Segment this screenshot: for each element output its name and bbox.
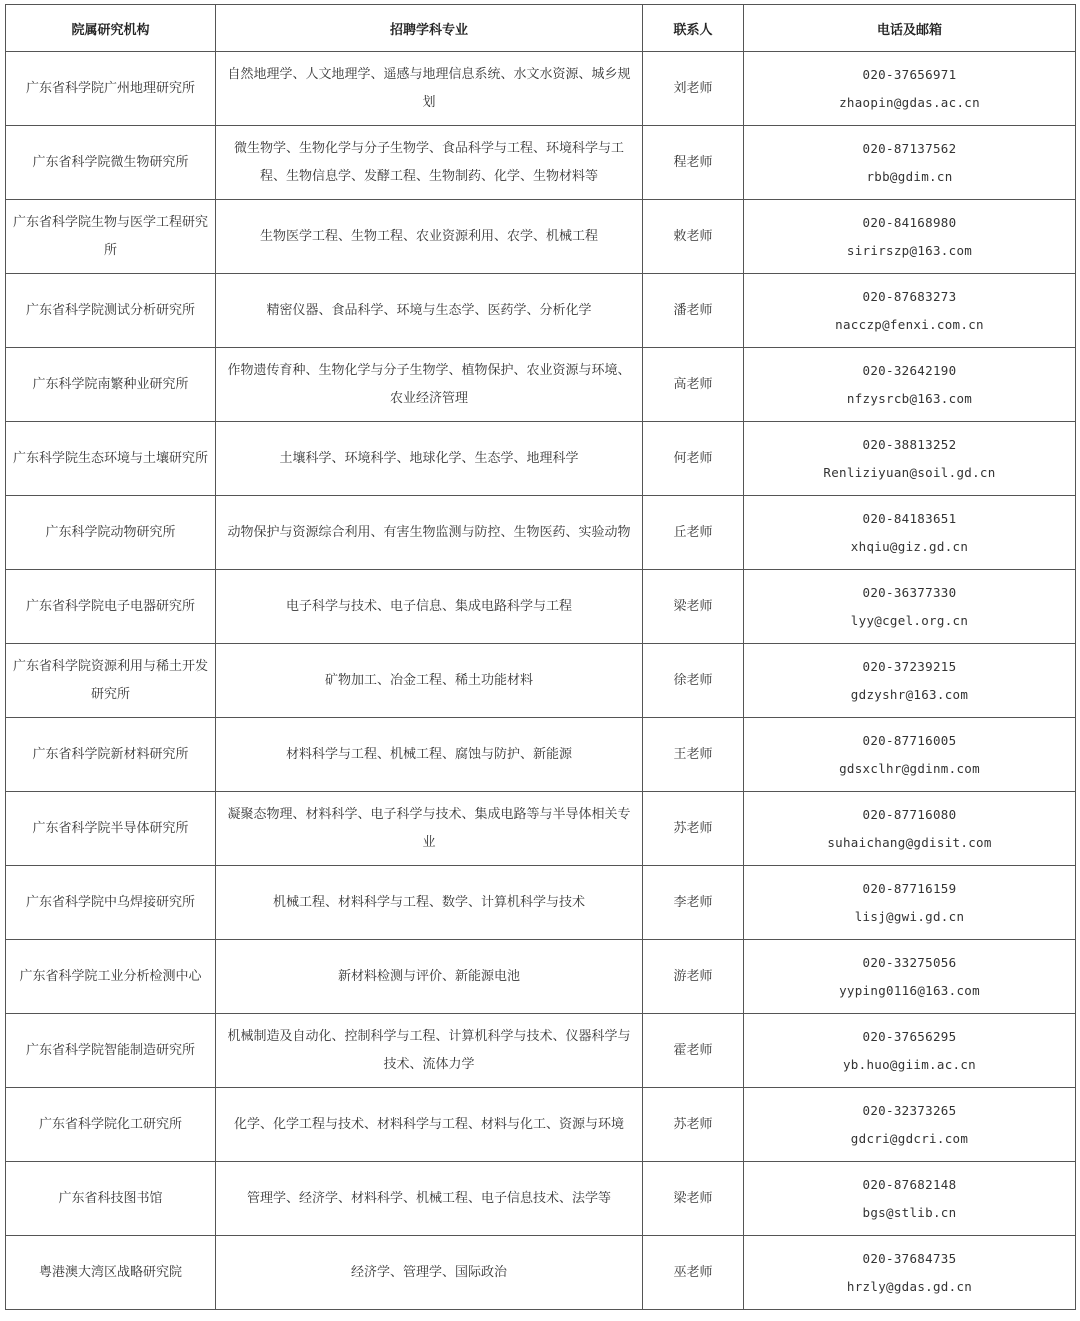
table-row (6, 1162, 1076, 1236)
contact-cell: 梁老师 (643, 570, 744, 644)
phone-email-cell (744, 1162, 1076, 1236)
table-row (6, 644, 1076, 718)
email-address[interactable]: hrzly@gdas.gd.cn (846, 1278, 973, 1294)
disciplines-cell: 机械工程、材料科学与工程、数学、计算机科学与技术 (216, 866, 643, 940)
phone-number: 020-87716005 (862, 732, 957, 748)
email-address[interactable]: nacczp@fenxi.com.cn (835, 316, 984, 332)
table-row (6, 1088, 1076, 1162)
institution-cell: 广东省科学院化工研究所 (6, 1088, 216, 1162)
contact-cell: 李老师 (643, 866, 744, 940)
email-address[interactable]: gdzyshr@163.com (850, 686, 969, 702)
table-row (6, 866, 1076, 940)
institution-cell: 粤港澳大湾区战略研究院 (6, 1236, 216, 1310)
email-address[interactable]: gdsxclhr@gdinm.com (839, 760, 980, 776)
table-row (6, 126, 1076, 200)
institution-cell: 广东省科学院工业分析检测中心 (6, 940, 216, 1014)
institution-cell: 广东省科学院半导体研究所 (6, 792, 216, 866)
phone-email-cell (744, 866, 1076, 940)
phone-number: 020-32373265 (862, 1102, 957, 1118)
email-address[interactable]: gdcri@gdcri.com (850, 1130, 969, 1146)
phone-number: 020-87683273 (862, 288, 957, 304)
table-row (6, 52, 1076, 126)
email-address[interactable]: Renliziyuan@soil.gd.cn (823, 464, 996, 480)
contact-cell: 巫老师 (643, 1236, 744, 1310)
institution-cell: 广东省科学院测试分析研究所 (6, 274, 216, 348)
phone-number: 020-37239215 (862, 658, 957, 674)
table-row (6, 1014, 1076, 1088)
phone-email-cell (744, 1236, 1076, 1310)
contact-cell: 王老师 (643, 718, 744, 792)
institution-cell: 广东省科学院生物与医学工程研究所 (6, 200, 216, 274)
contact-cell: 梁老师 (643, 1162, 744, 1236)
email-address[interactable]: rbb@gdim.cn (866, 168, 953, 184)
table-row (6, 496, 1076, 570)
contact-cell: 敕老师 (643, 200, 744, 274)
table-row (6, 348, 1076, 422)
disciplines-cell: 电子科学与技术、电子信息、集成电路科学与工程 (216, 570, 643, 644)
email-address[interactable]: lyy@cgel.org.cn (850, 612, 969, 628)
disciplines-cell: 微生物学、生物化学与分子生物学、食品科学与工程、环境科学与工程、生物信息学、发酵工程、生物制药、化学、生物材料等 (216, 126, 643, 200)
phone-number: 020-38813252 (862, 436, 957, 452)
phone-number: 020-87716159 (862, 880, 957, 896)
phone-number: 020-32642190 (862, 362, 957, 378)
phone-email-cell (744, 940, 1076, 1014)
email-address[interactable]: bgs@stlib.cn (862, 1204, 957, 1220)
table-row (6, 792, 1076, 866)
table-row (6, 274, 1076, 348)
email-address[interactable]: zhaopin@gdas.ac.cn (839, 94, 980, 110)
disciplines-cell: 化学、化学工程与技术、材料科学与工程、材料与化工、资源与环境 (216, 1088, 643, 1162)
contact-cell: 苏老师 (643, 792, 744, 866)
contact-cell: 潘老师 (643, 274, 744, 348)
phone-email-cell (744, 644, 1076, 718)
table-row (6, 718, 1076, 792)
institution-cell: 广东科学院动物研究所 (6, 496, 216, 570)
phone-number: 020-84168980 (862, 214, 957, 230)
institution-cell: 广东科学院南繁种业研究所 (6, 348, 216, 422)
phone-number: 020-87137562 (862, 140, 957, 156)
disciplines-cell: 精密仪器、食品科学、环境与生态学、医药学、分析化学 (216, 274, 643, 348)
phone-number: 020-37684735 (862, 1250, 957, 1266)
contact-cell: 丘老师 (643, 496, 744, 570)
contact-cell: 霍老师 (643, 1014, 744, 1088)
phone-number: 020-36377330 (862, 584, 957, 600)
institution-cell: 广东科学院生态环境与土壤研究所 (6, 422, 216, 496)
phone-email-cell (744, 496, 1076, 570)
email-address[interactable]: nfzysrcb@163.com (846, 390, 973, 406)
contact-cell: 刘老师 (643, 52, 744, 126)
contact-cell: 高老师 (643, 348, 744, 422)
institution-cell: 广东省科学院资源利用与稀土开发研究所 (6, 644, 216, 718)
header-row (6, 5, 1076, 52)
disciplines-cell: 经济学、管理学、国际政治 (216, 1236, 643, 1310)
disciplines-cell: 动物保护与资源综合利用、有害生物监测与防控、生物医药、实验动物 (216, 496, 643, 570)
institution-cell: 广东省科学院新材料研究所 (6, 718, 216, 792)
disciplines-cell: 材料科学与工程、机械工程、腐蚀与防护、新能源 (216, 718, 643, 792)
contact-cell: 游老师 (643, 940, 744, 1014)
contact-cell: 徐老师 (643, 644, 744, 718)
phone-number: 020-84183651 (862, 510, 957, 526)
disciplines-cell: 土壤科学、环境科学、地球化学、生态学、地理科学 (216, 422, 643, 496)
email-address[interactable]: yyping0116@163.com (839, 982, 980, 998)
email-address[interactable]: suhaichang@gdisit.com (827, 834, 992, 850)
phone-email-cell (744, 1088, 1076, 1162)
contact-cell: 何老师 (643, 422, 744, 496)
header-disciplines: 招聘学科专业 (216, 5, 643, 52)
email-address[interactable]: xhqiu@giz.gd.cn (850, 538, 969, 554)
email-address[interactable]: yb.huo@giim.ac.cn (842, 1056, 977, 1072)
disciplines-cell: 管理学、经济学、材料科学、机械工程、电子信息技术、法学等 (216, 1162, 643, 1236)
header-phone-email: 电话及邮箱 (744, 5, 1076, 52)
phone-email-cell (744, 274, 1076, 348)
phone-email-cell (744, 792, 1076, 866)
contact-cell: 程老师 (643, 126, 744, 200)
phone-number: 020-33275056 (862, 954, 957, 970)
email-address[interactable]: sirirszp@163.com (846, 242, 973, 258)
phone-email-cell (744, 126, 1076, 200)
table-row (6, 940, 1076, 1014)
phone-number: 020-37656971 (862, 66, 957, 82)
contact-cell: 苏老师 (643, 1088, 744, 1162)
institution-cell: 广东省科学院广州地理研究所 (6, 52, 216, 126)
header-contact: 联系人 (643, 5, 744, 52)
institution-cell: 广东省科学院中乌焊接研究所 (6, 866, 216, 940)
disciplines-cell: 自然地理学、人文地理学、遥感与地理信息系统、水文水资源、城乡规划 (216, 52, 643, 126)
table-row (6, 1236, 1076, 1310)
table-row (6, 570, 1076, 644)
table-body (6, 52, 1076, 1310)
recruitment-table (5, 4, 1076, 1310)
header-institution: 院属研究机构 (6, 5, 216, 52)
disciplines-cell: 生物医学工程、生物工程、农业资源利用、农学、机械工程 (216, 200, 643, 274)
email-address[interactable]: lisj@gwi.gd.cn (854, 908, 965, 924)
disciplines-cell: 矿物加工、冶金工程、稀土功能材料 (216, 644, 643, 718)
phone-email-cell (744, 52, 1076, 126)
disciplines-cell: 凝聚态物理、材料科学、电子科学与技术、集成电路等与半导体相关专业 (216, 792, 643, 866)
institution-cell: 广东省科学院电子电器研究所 (6, 570, 216, 644)
institution-cell: 广东省科学院微生物研究所 (6, 126, 216, 200)
disciplines-cell: 机械制造及自动化、控制科学与工程、计算机科学与技术、仪器科学与技术、流体力学 (216, 1014, 643, 1088)
table-row (6, 200, 1076, 274)
phone-number: 020-87682148 (862, 1176, 957, 1192)
phone-email-cell (744, 718, 1076, 792)
phone-email-cell (744, 1014, 1076, 1088)
phone-email-cell (744, 422, 1076, 496)
table-row (6, 422, 1076, 496)
phone-email-cell (744, 200, 1076, 274)
disciplines-cell: 作物遗传育种、生物化学与分子生物学、植物保护、农业资源与环境、农业经济管理 (216, 348, 643, 422)
phone-email-cell (744, 570, 1076, 644)
disciplines-cell: 新材料检测与评价、新能源电池 (216, 940, 643, 1014)
institution-cell: 广东省科技图书馆 (6, 1162, 216, 1236)
phone-number: 020-87716080 (862, 806, 957, 822)
phone-number: 020-37656295 (862, 1028, 957, 1044)
phone-email-cell (744, 348, 1076, 422)
institution-cell: 广东省科学院智能制造研究所 (6, 1014, 216, 1088)
